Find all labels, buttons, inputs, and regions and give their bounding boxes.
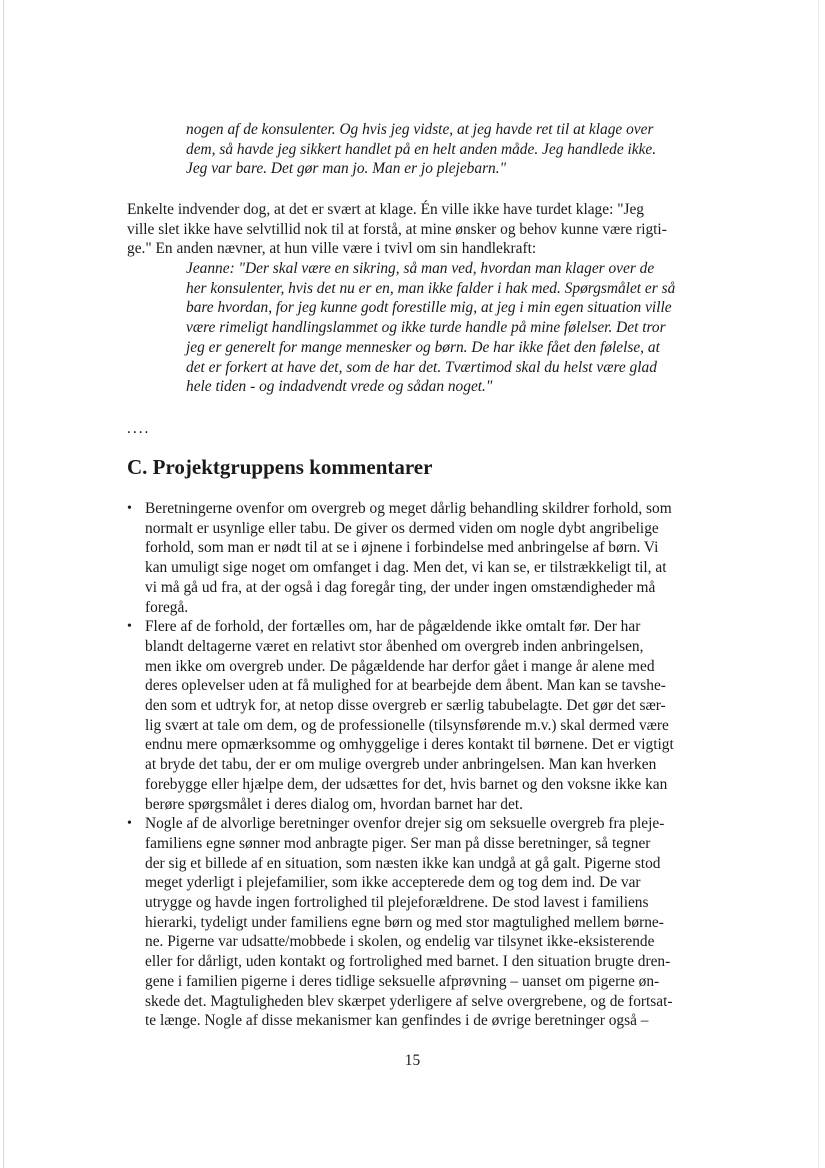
comment-list (127, 499, 727, 1031)
list-line: deres oplevelser uden at få mulighed for at bearbejde dem åbent. Man kan se tavshe- (145, 677, 666, 695)
quote-line: det er forkert at have det, som de har det. Tværtimod skal du helst være glad (186, 358, 657, 376)
quote-line: Jeg var bare. Det gør man jo. Man er jo plejebarn." (186, 160, 507, 178)
list-item (127, 617, 727, 814)
list-line: forhold, som man er nødt til at se i øjnene i forbindelse med anbringelse af børn. Vi (145, 539, 659, 557)
list-line: Nogle af de alvorlige beretninger ovenfor drejer sig om seksuelle overgreb fra pleje- (145, 815, 665, 833)
quote-line: dem, så havde jeg sikkert handlet på en helt anden måde. Jeg handlede ikke. (186, 140, 657, 158)
section-heading: C. Projektgruppens kommentarer (127, 455, 433, 479)
list-line: der sig et billede af en situation, som næsten ikke kan undgå at gå galt. Pigerne stod (145, 854, 661, 872)
list-line: men ikke om overgreb under. De pågældende har derfor gået i mange år alene med (145, 657, 655, 675)
bullet-icon: • (127, 501, 132, 516)
list-item-text (145, 499, 727, 617)
list-item-text (145, 814, 727, 1031)
list-line: at bryde det tabu, der er om mulige overgreb under anbringelsen. Man kan hverken (145, 756, 657, 774)
list-line: blandt deltagerne været en relativt stor åbenhed om overgreb inden anbringelsen, (145, 637, 644, 655)
list-line: utrygge og havde ingen fortrolighed til plejeforældrene. De stod lavest i familiens (145, 894, 649, 912)
page-number: 15 (404, 1052, 421, 1069)
list-line: lig svært at tale om dem, og de professionelle (tilsynsførende m.v.) skal dermed være (145, 716, 669, 734)
list-line: berøre spørgsmålet i deres dialog om, hvordan barnet har det. (145, 795, 523, 813)
body-paragraph (127, 200, 667, 259)
list-line: eller for dårligt, uden kontakt og fortrolighed med barnet. I den situation brugte dren- (145, 953, 671, 971)
list-line: normalt er usynlige eller tabu. De giver os dermed viden om nogle dybt angribelige (145, 519, 659, 537)
scan-edge-left (3, 0, 4, 1168)
list-line: familiens egne sønner mod anbragte piger. Ser man på disse beretninger, så tegner (145, 834, 651, 852)
quote-continued (186, 120, 656, 179)
list-line: Beretningerne ovenfor om overgreb og meget dårlig behandling skildrer forhold, som (145, 500, 672, 517)
list-line: ne. Pigerne var udsatte/mobbede i skolen, og endelig var tilsynet ikke-eksisterende (145, 933, 655, 951)
list-line: den som et udtryk for, at netop disse overgreb er særlig tabubelagte. Det gør det sær- (145, 697, 666, 715)
quote-line: hele tiden - og indadvendt vrede og sådan noget." (186, 378, 493, 396)
list-line: Flere af de forhold, der fortælles om, har de pågældende ikke omtalt før. Der har (145, 618, 641, 636)
quote-line: være rimeligt handlingslammet og ikke turde handle på mine følelser. Det tror (186, 319, 666, 337)
list-line: te længe. Nogle af disse mekanismer kan genfindes i de øvrige beretninger også – (145, 1012, 649, 1030)
list-line: foregå. (145, 598, 189, 616)
list-item-text (145, 617, 727, 814)
ellipsis: .... (127, 420, 151, 437)
scan-edge-right (818, 0, 819, 1168)
list-line: meget yderligt i plejefamilier, som ikke accepterede dem og tog dem ind. De var (145, 874, 641, 892)
bullet-icon: • (127, 816, 132, 832)
list-item (127, 499, 727, 617)
quote-line: her konsulenter, hvis det nu er en, man ikke falder i hak med. Spørgsmålet er så (186, 279, 676, 297)
quote-line: jeg er generelt for mange mennesker og børn. De har ikke fået den følelse, at (186, 338, 660, 356)
paragraph-line: ge." En anden nævner, at hun ville være i tvivl om sin handlekraft: (127, 240, 537, 258)
list-line: vi må gå ud fra, at der også i dag foregår ting, der under ingen omstændigheder må (145, 578, 656, 596)
list-line: forebygge eller hjælpe dem, der udsættes for det, hvis barnet og den voksne ikke kan (145, 775, 668, 793)
list-item (127, 814, 727, 1031)
list-line: endnu mere opmærksomme og omhyggelige i deres kontakt til børnene. Det er vigtigt (145, 736, 674, 754)
list-line: hierarki, tydeligt under familiens egne børn og med stor magtulighed mellem børne- (145, 913, 664, 931)
list-line: skede det. Magtuligheden blev skærpet yderligere af selve overgrebene, og de fortsat- (145, 992, 673, 1010)
quote-line: Jeanne: "Der skal være en sikring, så man ved, hvordan man klager over de (186, 260, 655, 277)
paragraph-line: Enkelte indvender dog, at det er svært at klage. Én ville ikke have turdet klage: "Jeg (127, 201, 644, 218)
list-line: kan umuligt sige noget om omfanget i dag. Men det, vi kan se, er tilstrækkeligt til, at (145, 559, 667, 577)
paragraph-line: ville slet ikke have selvtillid nok til at forstå, at mine ønsker og behov kunne være rigti- (127, 220, 667, 238)
quote-line: bare hvordan, for jeg kunne godt forestille mig, at jeg i min egen situation ville (186, 299, 672, 317)
quote-jeanne (186, 259, 675, 397)
quote-line: nogen af de konsulenter. Og hvis jeg vidste, at jeg havde ret til at klage over (186, 121, 654, 138)
bullet-icon: • (127, 619, 132, 635)
list-line: gene i familien pigerne i deres tidlige seksuelle afprøvning – uanset om pigerne øn- (145, 972, 660, 990)
